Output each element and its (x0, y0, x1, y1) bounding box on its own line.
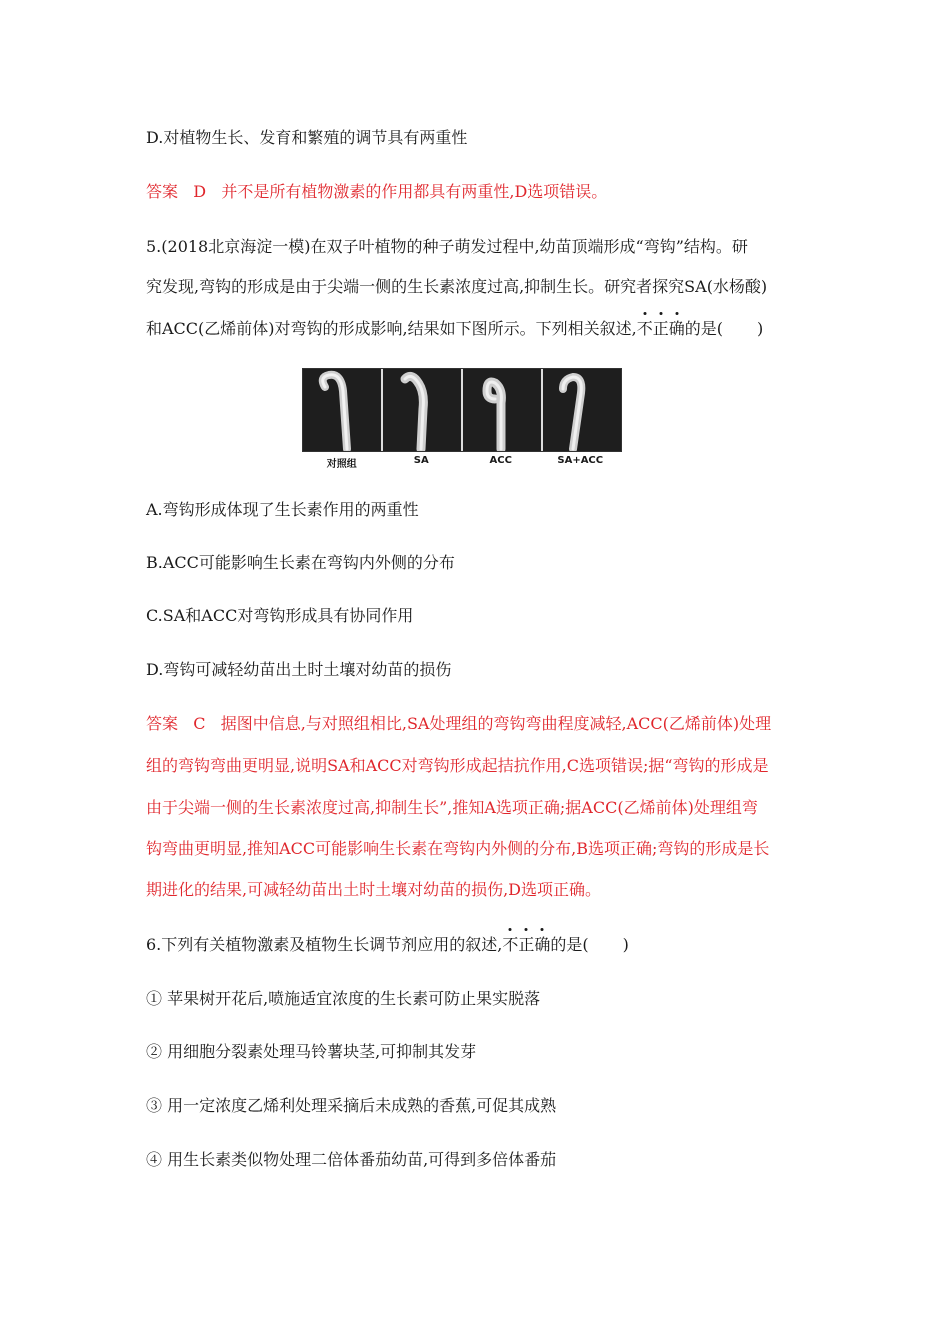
figure-label-acc: ACC (489, 455, 512, 466)
q5-option-d: D.弯钩可减轻幼苗出土时土壤对幼苗的损伤 (146, 660, 452, 679)
q5-option-b: B.ACC可能影响生长素在弯钩内外侧的分布 (146, 553, 455, 572)
stem-text: 和ACC(乙烯前体)对弯钩的形成影响,结果如下图所示。下列相关叙述, (146, 319, 637, 338)
seedling-hook-acc-image (463, 369, 541, 451)
q6-stem (146, 934, 816, 956)
q5-stem-line3 (146, 318, 816, 340)
photo-acc (463, 369, 543, 451)
q5-answer-line5: 期进化的结果,可减轻幼苗出土时土壤对幼苗的损伤,D选项正确。 (146, 880, 602, 899)
photo-control (303, 369, 383, 451)
answer-letter: D (193, 182, 207, 201)
figure-label-sa: SA (413, 455, 429, 466)
seedling-hook-sa-image (383, 369, 461, 451)
answer-text: 并不是所有植物激素的作用都具有两重性,D选项错误。 (221, 182, 608, 201)
emphasis-char: 不 (502, 935, 519, 954)
stem-text: 的是( (550, 935, 589, 954)
answer-text: 据图中信息,与对照组相比,SA处理组的弯钩弯曲程度减轻,ACC(乙烯前体)处理 (220, 714, 772, 733)
stem-text: 6.下列有关植物激素及植物生长调节剂应用的叙述, (146, 935, 503, 954)
emphasis-char: 确 (534, 935, 551, 954)
stem-text: 的是( (684, 319, 723, 338)
q6-item-1: ① 苹果树开花后,喷施适宜浓度的生长素可防止果实脱落 (146, 989, 541, 1008)
q6-item-4: ④ 用生长素类似物处理二倍体番茄幼苗,可得到多倍体番茄 (146, 1150, 557, 1169)
emphasis-char: 不 (636, 319, 653, 338)
seedling-hook-control-image (303, 369, 381, 451)
close-paren: ) (622, 935, 629, 954)
figure-label-control: 对照组 (326, 459, 357, 470)
q5-answer-line3: 由于尖端一侧的生长素浓度过高,抑制生长”,推知A选项正确;据ACC(乙烯前体)处理组弯 (146, 798, 758, 817)
q5-answer-line2: 组的弯钩弯曲更明显,说明SA和ACC对弯钩形成起拮抗作用,C选项错误;据“弯钩的形成是 (146, 756, 769, 775)
q6-item-3: ③ 用一定浓度乙烯利处理采摘后未成熟的香蕉,可促其成熟 (146, 1096, 557, 1115)
photo-sa (383, 369, 463, 451)
photo-sa-acc (543, 369, 621, 451)
q5-option-c: C.SA和ACC对弯钩形成具有协同作用 (146, 606, 414, 625)
q6-item-2: ② 用细胞分裂素处理马铃薯块茎,可抑制其发芽 (146, 1042, 477, 1061)
emphasis-char: 正 (652, 319, 669, 338)
q5-stem-line2: 究发现,弯钩的形成是由于尖端一侧的生长素浓度过高,抑制生长。研究者探究SA(水杨酸) (146, 277, 768, 296)
seedling-hook-sa-acc-image (543, 369, 621, 451)
q5-option-a: A.弯钩形成体现了生长素作用的两重性 (146, 500, 419, 519)
emphasis-char: 正 (518, 935, 535, 954)
q4-option-d: D.对植物生长、发育和繁殖的调节具有两重性 (146, 128, 468, 147)
answer-letter: C (193, 714, 206, 733)
emphasis-char: 确 (668, 319, 685, 338)
q5-answer-line4: 钩弯曲更明显,推知ACC可能影响生长素在弯钩内外侧的分布,B选项正确;弯钩的形成是长 (146, 839, 770, 858)
q4-answer (146, 181, 816, 203)
q5-stem-line1: 5.(2018北京海淀一模)在双子叶植物的种子萌发过程中,幼苗顶端形成“弯钩”结构。研 (146, 237, 748, 256)
q5-answer-line1 (146, 713, 816, 735)
figure-labels (302, 455, 620, 470)
answer-label: 答案 (146, 714, 179, 733)
hook-photo-figure (302, 368, 622, 452)
close-paren: ) (757, 319, 764, 338)
answer-label: 答案 (146, 182, 179, 201)
figure-label-sa-acc: SA+ACC (557, 455, 604, 466)
